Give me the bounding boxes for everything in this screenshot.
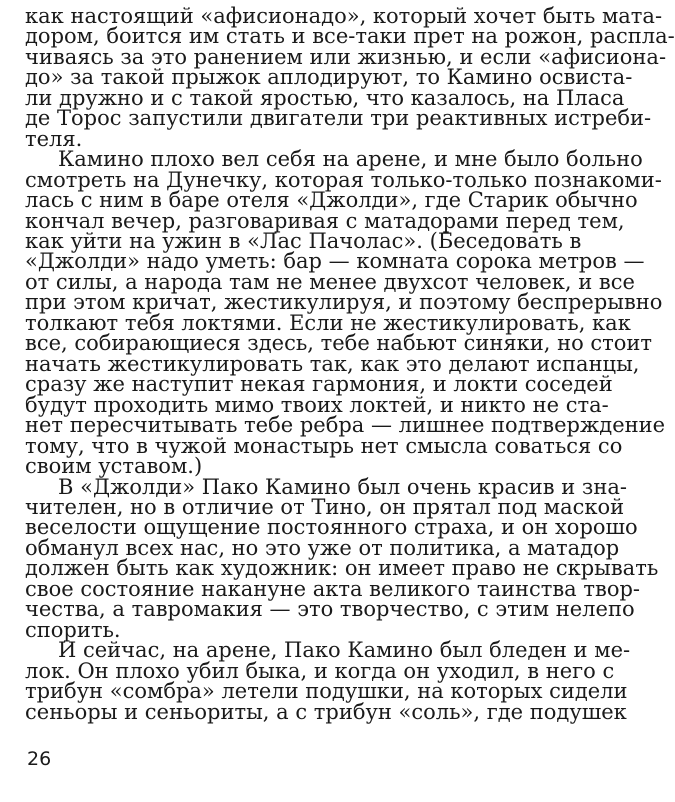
text-line: обманул всех нас, но это уже от политика, а матадор	[25, 535, 620, 560]
text-line: при этом кричат, жестикулируя, и поэтому беспрерывно	[25, 290, 663, 315]
text-line: как настоящий «афисионадо», который хочет быть мата-	[25, 4, 663, 28]
text-line: свое состояние накануне акта великого таинства твор-	[25, 576, 640, 601]
text-line: лась с ним в баре отеля «Джолди», где Старик обычно	[25, 188, 638, 213]
text-line: чителен, но в отличие от Тино, он прятал под маской	[25, 494, 625, 519]
text-line: все, собирающиеся здесь, тебе набьют синяки, но стоит	[25, 331, 653, 356]
text-line: дором, боится им стать и все-таки прет на рожон, распла-	[25, 24, 675, 49]
text-line: нет пересчитывать тебе ребра — лишнее подтверждение	[25, 413, 666, 438]
text-line: будут проходить мимо твоих локтей, и никто не ста-	[25, 392, 609, 417]
text-line: от силы, а народа там не менее двухсот человек, и все	[25, 269, 635, 294]
paragraph-first-line: Камино плохо вел себя на арене, и мне было больно	[58, 147, 643, 172]
text-line: чиваясь за это ранением или жизнью, и если «афисиона-	[25, 44, 667, 69]
paragraph-first-line: В «Джолди» Пако Камино был очень красив и зна-	[58, 474, 627, 499]
text-line: своим уставом.)	[25, 454, 203, 479]
text-line: спорить.	[25, 617, 121, 642]
text-line: смотреть на Дунечку, которая только-только познакоми-	[25, 167, 662, 192]
text-line: де Торос запустили двигатели три реактивных истреби-	[25, 106, 652, 131]
text-line: должен быть как художник: он имеет право не скрывать	[25, 556, 659, 581]
paragraph-first-line: И сейчас, на арене, Пако Камино был бледен и ме-	[58, 638, 631, 663]
text-line: трибун «сомбра» летели подушки, на которых сидели	[25, 679, 628, 704]
text-line: сразу же наступит некая гармония, и локти соседей	[25, 372, 613, 397]
text-line: кончал вечер, разговаривая с матадорами перед тем,	[25, 208, 625, 233]
text-line: теля.	[25, 126, 83, 151]
text-line: начать жестикулировать так, как это делают испанцы,	[25, 351, 640, 376]
text-line: ли дружно и с такой яростью, что казалось, на Пласа	[25, 85, 625, 110]
text-line: «Джолди» надо уметь: бар — комната сорока метров —	[25, 249, 645, 274]
text-line: лок. Он плохо убил быка, и когда он уходил, в него с	[25, 658, 615, 683]
text-line: чества, а тавромакия — это творчество, с этим нелепо	[25, 597, 635, 622]
text-line: веселости ощущение постоянного страха, и он хорошо	[25, 515, 638, 540]
text-line: до» за такой прыжок аплодируют, то Камино освиста-	[25, 65, 633, 90]
page-number: 26	[27, 748, 52, 770]
text-line: сеньоры и сеньориты, а с трибун «соль», где подушек	[25, 699, 627, 724]
text-line: как уйти на ужин в «Лас Пачолас». (Беседовать в	[25, 229, 582, 254]
text-line: толкают тебя локтями. Если не жестикулировать, как	[25, 310, 631, 335]
text-line: тому, что в чужой монастырь нет смысла соваться со	[25, 433, 623, 458]
